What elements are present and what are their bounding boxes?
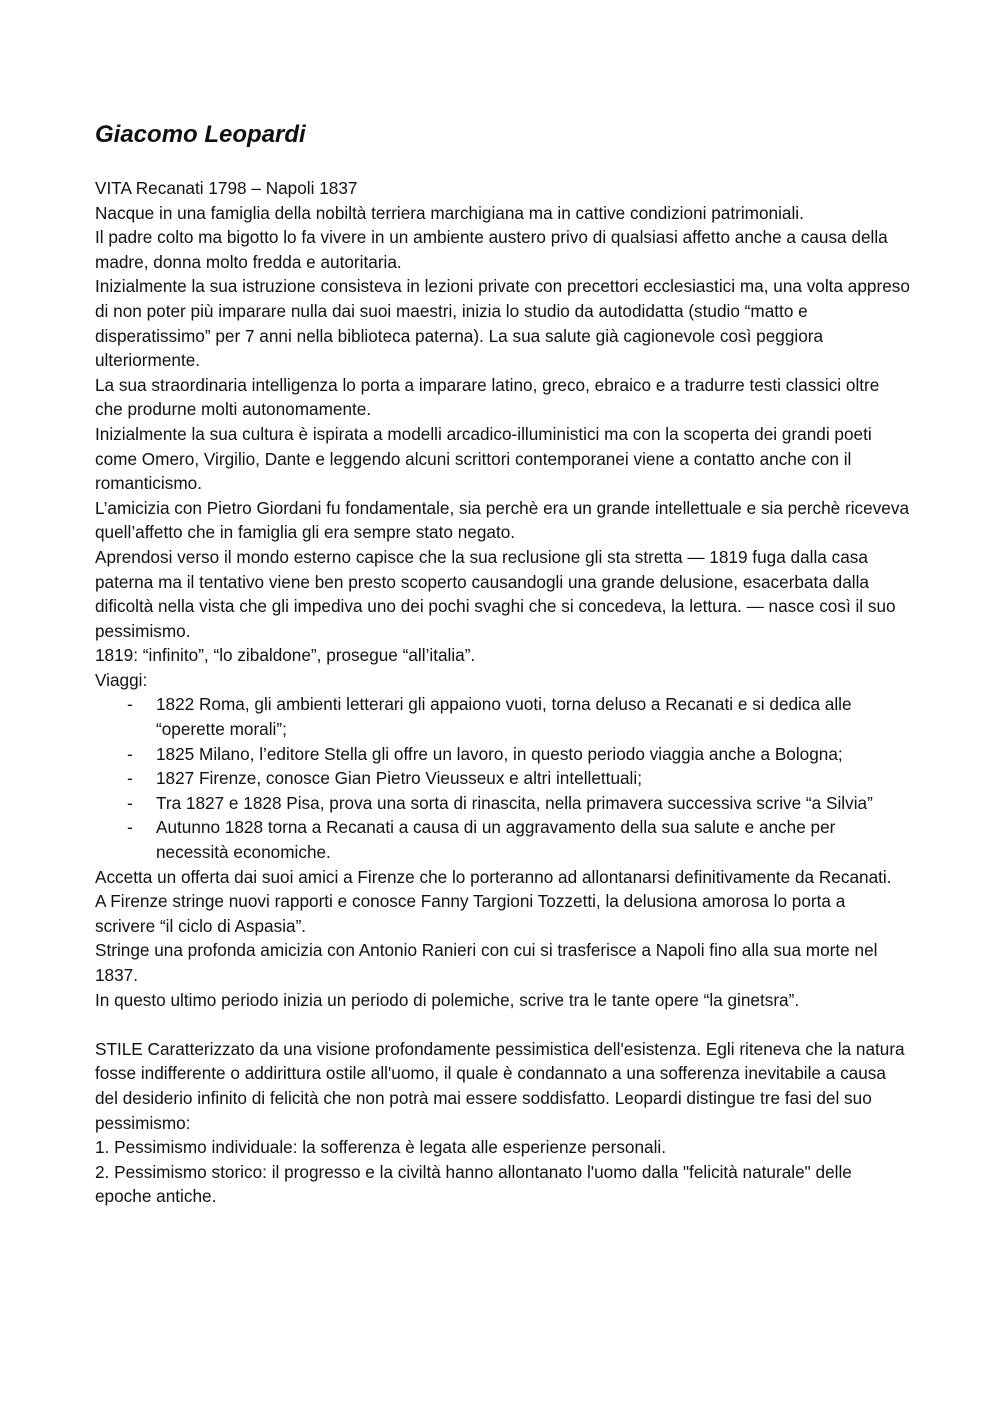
vita-paragraph: L’amicizia con Pietro Giordani fu fondamentale, sia perchè era un grande intellettuale e sia perchè riceveva quell’affetto che in famiglia gli era sempre stato negato. [95, 497, 910, 543]
list-item [95, 742, 910, 767]
page-title: Giacomo Leopardi [95, 121, 306, 148]
vita-paragraph: Aprendosi verso il mondo esterno capisce che la sua reclusione gli sta stretta — 1819 fuga dalla casa paterna ma il tentativo viene ben presto scoperto causandogli una grande delusione, esacerbata dalla dificoltà nella vista che gli impediva uno dei pochi svaghi che si concedeva, la lettura. — nasce così il suo pessimismo. [95, 546, 896, 641]
document-page [95, 118, 910, 1209]
vita-paragraph: In questo ultimo periodo inizia un periodo di polemiche, scrive tra le tante opere “la ginetsra”. [95, 989, 800, 1010]
list-dash: - [127, 694, 133, 715]
list-dash: - [127, 743, 133, 764]
vita-paragraph: A Firenze stringe nuovi rapporti e conosce Fanny Targioni Tozzetti, la delusiona amorosa lo porta a scrivere “il ciclo di Aspasia”. [95, 891, 846, 936]
stile-section [95, 1037, 910, 1209]
list-item [95, 815, 910, 864]
vita-heading: VITA Recanati 1798 – Napoli 1837 [95, 178, 358, 198]
vita-paragraph: 1819: “infinito”, “lo zibaldone”, prosegue “all’italia”. [95, 645, 476, 666]
stile-paragraph: STILE Caratterizzato da una visione profondamente pessimistica dell'esistenza. Egli riteneva che la natura fosse indifferente o addirittura ostile all'uomo, il quale è condannato a una sofferenza inevitabile a causa del desiderio infinito di felicità che non potrà mai essere soddisfatto. Leopardi distingue tre fasi del suo pessimismo: [95, 1038, 905, 1133]
vita-paragraph: Stringe una profonda amicizia con Antonio Ranieri con cui si trasferisce a Napoli fino alla sua morte nel 1837. [95, 940, 878, 985]
list-item-text: 1822 Roma, gli ambienti letterari gli appaiono vuoti, torna deluso a Recanati e si dedica alle “operette morali”; [156, 694, 852, 740]
list-item-text: Autunno 1828 torna a Recanati a causa di un aggravamento della sua salute e anche per necessità economiche. [156, 817, 836, 863]
list-item-text: 1827 Firenze, conosce Gian Pietro Vieusseux e altri intellettuali; [156, 768, 642, 789]
vita-paragraph: Inizialmente la sua cultura è ispirata a modelli arcadico-illuministici ma con la scoperta dei grandi poeti come Omero, Virgilio, Dante e leggendo alcuni scrittori contemporanei viene a contatto anche con il romanticismo. [95, 423, 872, 494]
list-item-text: Tra 1827 e 1828 Pisa, prova una sorta di rinascita, nella primavera successiva scrive “a Silvia” [156, 792, 873, 813]
list-item [95, 766, 910, 791]
vita-paragraph: Nacque in una famiglia della nobiltà terriera marchigiana ma in cattive condizioni patrimoniali. [95, 202, 804, 223]
list-dash: - [127, 792, 133, 813]
stile-paragraph: 2. Pessimismo storico: il progresso e la civiltà hanno allontanato l'uomo dalla "felicità naturale" delle epoche antiche. [95, 1161, 852, 1207]
list-item [95, 692, 910, 741]
vita-paragraph: Accetta un offerta dai suoi amici a Firenze che lo porteranno ad allontanarsi definitivamente da Recanati. [95, 866, 892, 887]
list-item-text: 1825 Milano, l’editore Stella gli offre un lavoro, in questo periodo viaggia anche a Bologna; [156, 743, 843, 764]
vita-paragraph: Il padre colto ma bigotto lo fa vivere in un ambiente austero privo di qualsiasi affetto anche a causa della madre, donna molto fredda e autoritaria. [95, 227, 888, 272]
vita-paragraph: Inizialmente la sua istruzione consisteva in lezioni private con precettori ecclesiastici ma, una volta appreso di non poter più imparare nulla dai suoi maestri, inizia lo studio da autodidatta (studio “matto e disperatissimo” per 7 anni nella biblioteca paterna). La sua salute già cagionevole così peggiora ulteriormente. [95, 276, 910, 371]
vita-section [95, 176, 910, 1012]
list-dash: - [127, 817, 133, 838]
viaggi-label: Viaggi: [95, 669, 148, 690]
viaggi-list [95, 692, 910, 864]
vita-paragraph: La sua straordinaria intelligenza lo porta a imparare latino, greco, ebraico e a tradurre testi classici oltre che produrne molti autonomamente. [95, 374, 880, 420]
section-spacer [95, 1012, 910, 1037]
list-dash: - [127, 768, 133, 789]
stile-paragraph: 1. Pessimismo individuale: la sofferenza è legata alle esperienze personali. [95, 1137, 667, 1158]
list-item [95, 791, 910, 816]
